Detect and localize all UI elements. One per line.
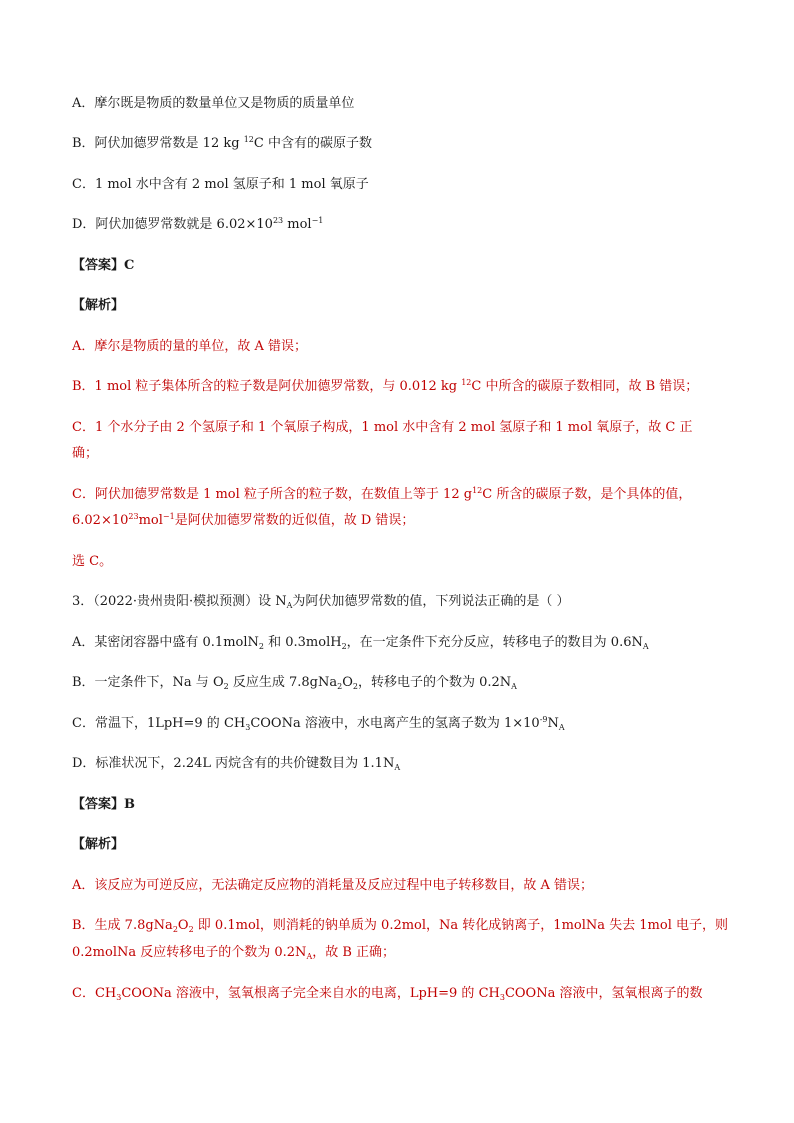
q3-option-b: B．一定条件下，Na 与 $O_2$ 反应生成 $7.8gNa_2O_2$，转移电子的个数为 $0.2N_A$	[72, 675, 517, 691]
q2-option-a: A．摩尔既是物质的数量单位又是物质的质量单位	[72, 96, 355, 111]
q2-analysis-b: B．1 mol 粒子集体所含的粒子数是阿伏加德罗常数，与 0.012 kg $^{12}$C 中所含的碳原子数相同，故 B 错误；	[72, 378, 699, 394]
q3-option-c: C．常温下，1LpH=9 的 $CH_3COONa$ 溶液中，水电离产生的氢离子数为 $1\times 10^{-9}N_A$	[72, 715, 565, 732]
q2-analysis-a: A．摩尔是物质的量的单位，故 A 错误；	[72, 339, 308, 354]
q3-analysis-b-line2: 0.2molNa 反应转移电子的个数为 $0.2N_A$，故 B 正确；	[72, 945, 396, 961]
q2-option-c: C．1 mol 水中含有 2 mol 氢原子和 1 mol 氧原子	[72, 177, 369, 192]
q2-analysis-d-line2: $6.02\times 10^{23}mol^{-1}$是阿伏加德罗常数的近似值，故 D 错误；	[72, 512, 415, 528]
q3-option-a: A．某密闭容器中盛有 0.1molN$_2$ 和 0.3molH$_2$，在一定条件下充分反应，转移电子的数目为 $0.6N_A$	[72, 635, 649, 651]
q2-analysis-c-line2: 确；	[72, 446, 99, 461]
q2-analysis-d-line1: C．阿伏加德罗常数是 1 mol 粒子所含的粒子数，在数值上等于 12 $g^{12}C$ 所含的碳原子数，是个具体的值，	[72, 486, 692, 502]
q3-stem: 3．（2022·贵州贵阳·模拟预测）设 $N_A$为阿伏加德罗常数的值，下列说法正确的是（ ）	[72, 594, 570, 610]
q3-analysis-a: A．该反应为可逆反应，无法确定反应物的消耗量及反应过程中电子转移数目，故 A 错误；	[72, 878, 594, 893]
q2-analysis-label: 【解析】	[72, 298, 125, 313]
q2-analysis-c-line1: C．1 个水分子由 2 个氢原子和 1 个氧原子构成，1 mol 水中含有 2 mol 氢原子和 1 mol 氧原子，故 C 正	[72, 420, 693, 435]
q2-option-d: D．阿伏加德罗常数就是 $6.02\times 10^{23}$ mol$^{-1}$	[72, 216, 324, 232]
q3-answer: 【答案】B	[72, 797, 135, 812]
q3-analysis-b-line1: B．生成 $7.8gNa_2O_2$ 即 0.1mol，则消耗的钠单质为 0.2mol，Na 转化成钠离子，1molNa 失去 1mol 电子，则	[72, 918, 728, 934]
q2-answer: 【答案】C	[72, 258, 135, 273]
q2-analysis-conclusion: 选 C。	[72, 554, 113, 569]
q2-option-b: B．阿伏加德罗常数是 12 kg $^{12}$C 中含有的碳原子数	[72, 135, 372, 151]
q3-option-d: D．标准状况下，2.24L 丙烷含有的共价键数目为 $1.1N_A$	[72, 756, 401, 772]
q3-analysis-c: C．$CH_3COONa$ 溶液中，氢氧根离子完全来自水的电离，LpH=9 的 $CH_3COONa$ 溶液中，氢氧根离子的数	[72, 986, 703, 1002]
q3-analysis-label: 【解析】	[72, 837, 125, 852]
